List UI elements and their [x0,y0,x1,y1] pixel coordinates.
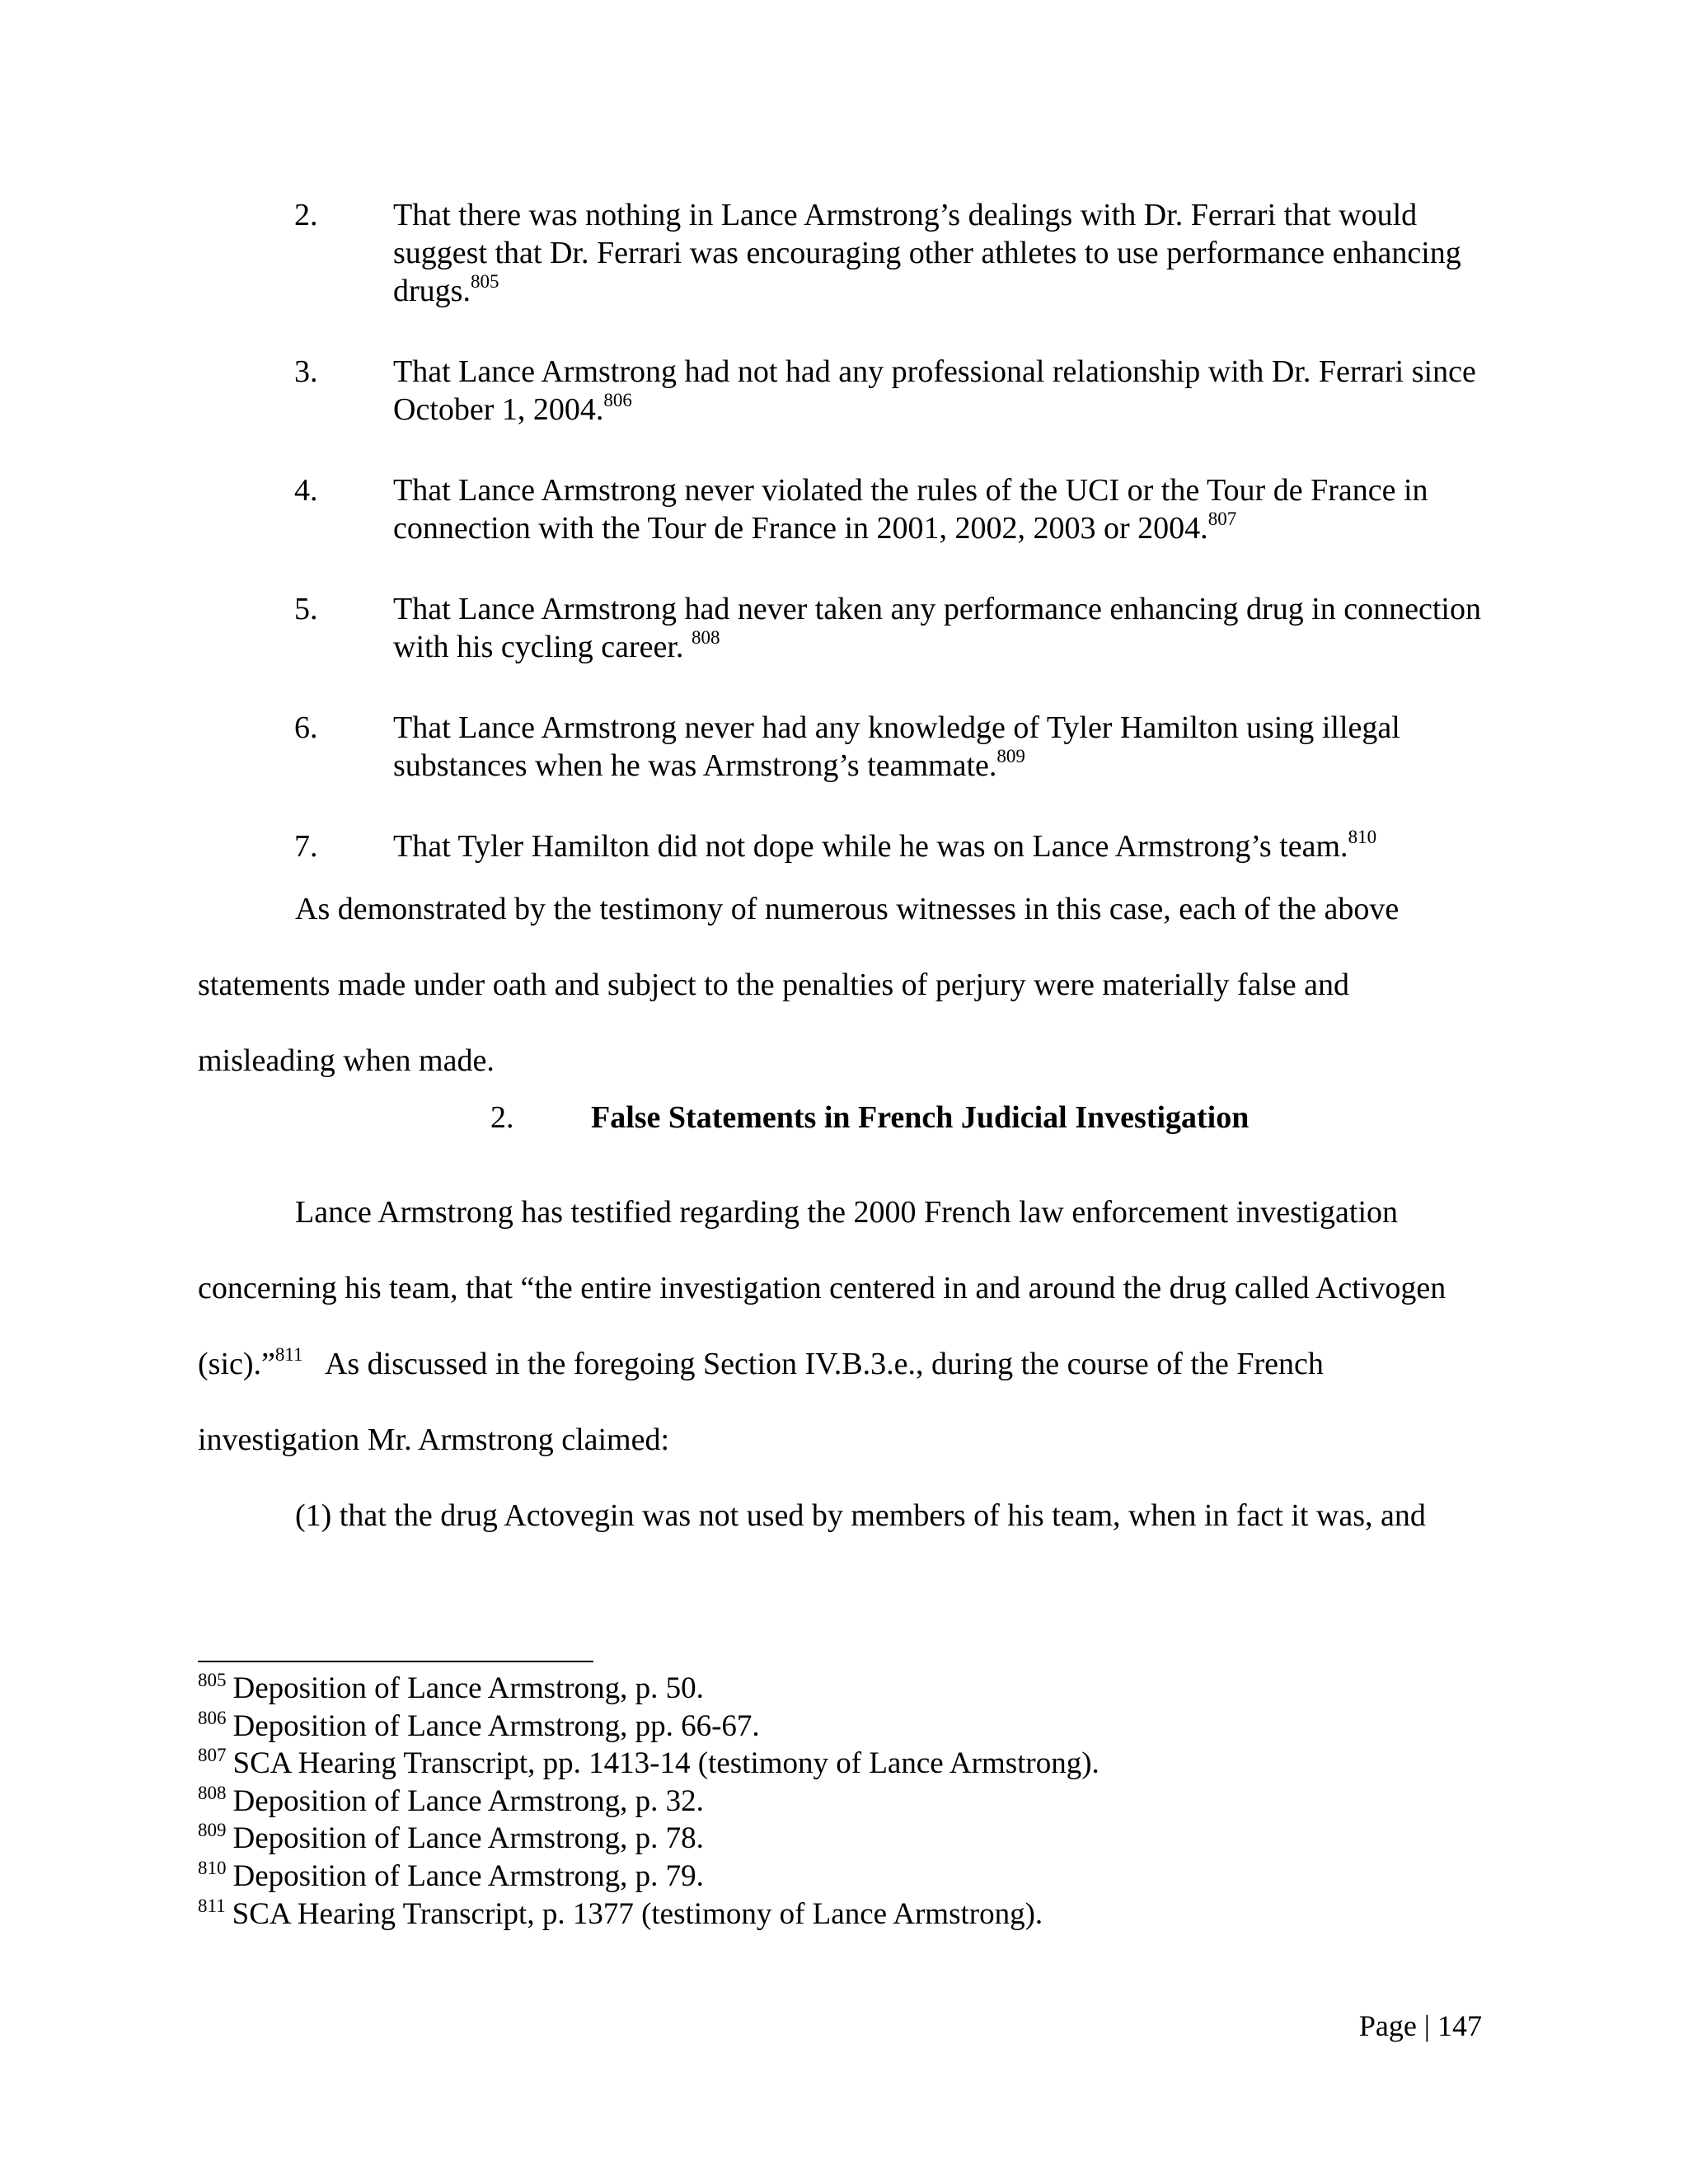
footnote-text: Deposition of Lance Armstrong, p. 32. [232,1783,704,1818]
list-item-text: That there was nothing in Lance Armstrong’s dealings with Dr. Ferrari that would suggest that Dr. Ferrari was encouraging other athletes to use performance enhancing drugs.$^{805}$ [393,198,1461,308]
list-item-text: That Tyler Hamilton did not dope while he was on Lance Armstrong’s team.$^{810}$ [393,827,1377,864]
numbered-statement-list [294,196,1489,908]
footnote-number: 808 [198,1782,227,1803]
footnote-ref[interactable]: 805 [470,271,499,292]
list-item-text: That Lance Armstrong never had any knowledge of Tyler Hamilton using illegal substances when he was Armstrong’s teammate.$^{809}$ [393,710,1400,783]
body-paragraph: Lance Armstrong has testified regarding the 2000 French law enforcement investigation concerning his team, that “the entire investigation centered in and around the drug called Activogen (sic).”$^{811}$ As discussed in the foregoing Section IV.B.3.e., during the course of the French investigation Mr. Armstrong claimed: [198,1195,1447,1457]
footnote-ref[interactable]: 807 [1207,509,1237,529]
footnote [198,1783,1492,1821]
list-item [294,196,1489,310]
footnote-text: Deposition of Lance Armstrong, pp. 66-67. [232,1708,760,1743]
footnote-number: 807 [198,1745,227,1766]
footnote [198,1820,1492,1858]
footnote-number: 809 [198,1820,227,1841]
footnote-text: Deposition of Lance Armstrong, p. 50. [232,1671,704,1705]
page-number: Page | 147 [1358,2009,1482,2042]
footnote-text: Deposition of Lance Armstrong, p. 78. [232,1821,704,1856]
footnote-text: SCA Hearing Transcript, pp. 1413-14 (testimony of Lance Armstrong). [232,1746,1100,1781]
footnotes [198,1670,1492,1933]
list-item-number: 3. [294,354,318,389]
footnote-number: 810 [198,1857,227,1878]
footnote-ref[interactable]: 806 [603,390,632,410]
section-heading [490,1099,1249,1137]
footnote [198,1745,1492,1783]
footnote-number: 811 [198,1895,226,1916]
footnote-number: 805 [198,1670,227,1690]
body-paragraph: As demonstrated by the testimony of numerous witnesses in this case, each of the above statements made under oath and subject to the penalties of perjury were materially false and misleading when made. [198,892,1400,1078]
list-item [294,590,1489,666]
list-item-text: That Lance Armstrong never violated the rules of the UCI or the Tour de France in connection with the Tour de France in 2001, 2002, 2003 or 2004.$^{807}$ [393,473,1428,546]
list-item-number: 6. [294,710,318,745]
list-item [294,709,1489,785]
footnote-separator [198,1661,593,1662]
list-item-number: 4. [294,473,318,508]
footnote [198,1858,1492,1896]
list-item [294,353,1489,429]
list-item-text: That Lance Armstrong had not had any professional relationship with Dr. Ferrari since October 1, 2004.$^{806}$ [393,354,1476,427]
footnote [198,1708,1492,1746]
section-number: 2. [490,1100,514,1135]
footnote-text: SCA Hearing Transcript, p. 1377 (testimony of Lance Armstrong). [232,1896,1043,1931]
footnote-ref[interactable]: 810 [1348,827,1377,847]
list-item [294,827,1489,865]
footnote-text: Deposition of Lance Armstrong, p. 79. [232,1858,704,1893]
body-paragraph: (1) that the drug Actovegin was not used by members of his team, when in fact it was, and [295,1498,1426,1533]
footnote-ref[interactable]: 808 [691,627,720,648]
section-title: False Statements in French Judicial Investigation [591,1100,1250,1135]
footnote-ref[interactable]: 809 [996,746,1025,766]
list-item-number: 7. [294,829,318,864]
footnote [198,1896,1492,1933]
list-item-number: 2. [294,198,318,232]
list-item-number: 5. [294,592,318,626]
footnote [198,1670,1492,1708]
list-item-text: That Lance Armstrong had never taken any performance enhancing drug in connection with his cycling career. $^{808}$ [393,592,1481,664]
footnote-ref[interactable]: 811 [274,1344,303,1365]
list-item [294,471,1489,547]
footnote-number: 806 [198,1707,227,1728]
